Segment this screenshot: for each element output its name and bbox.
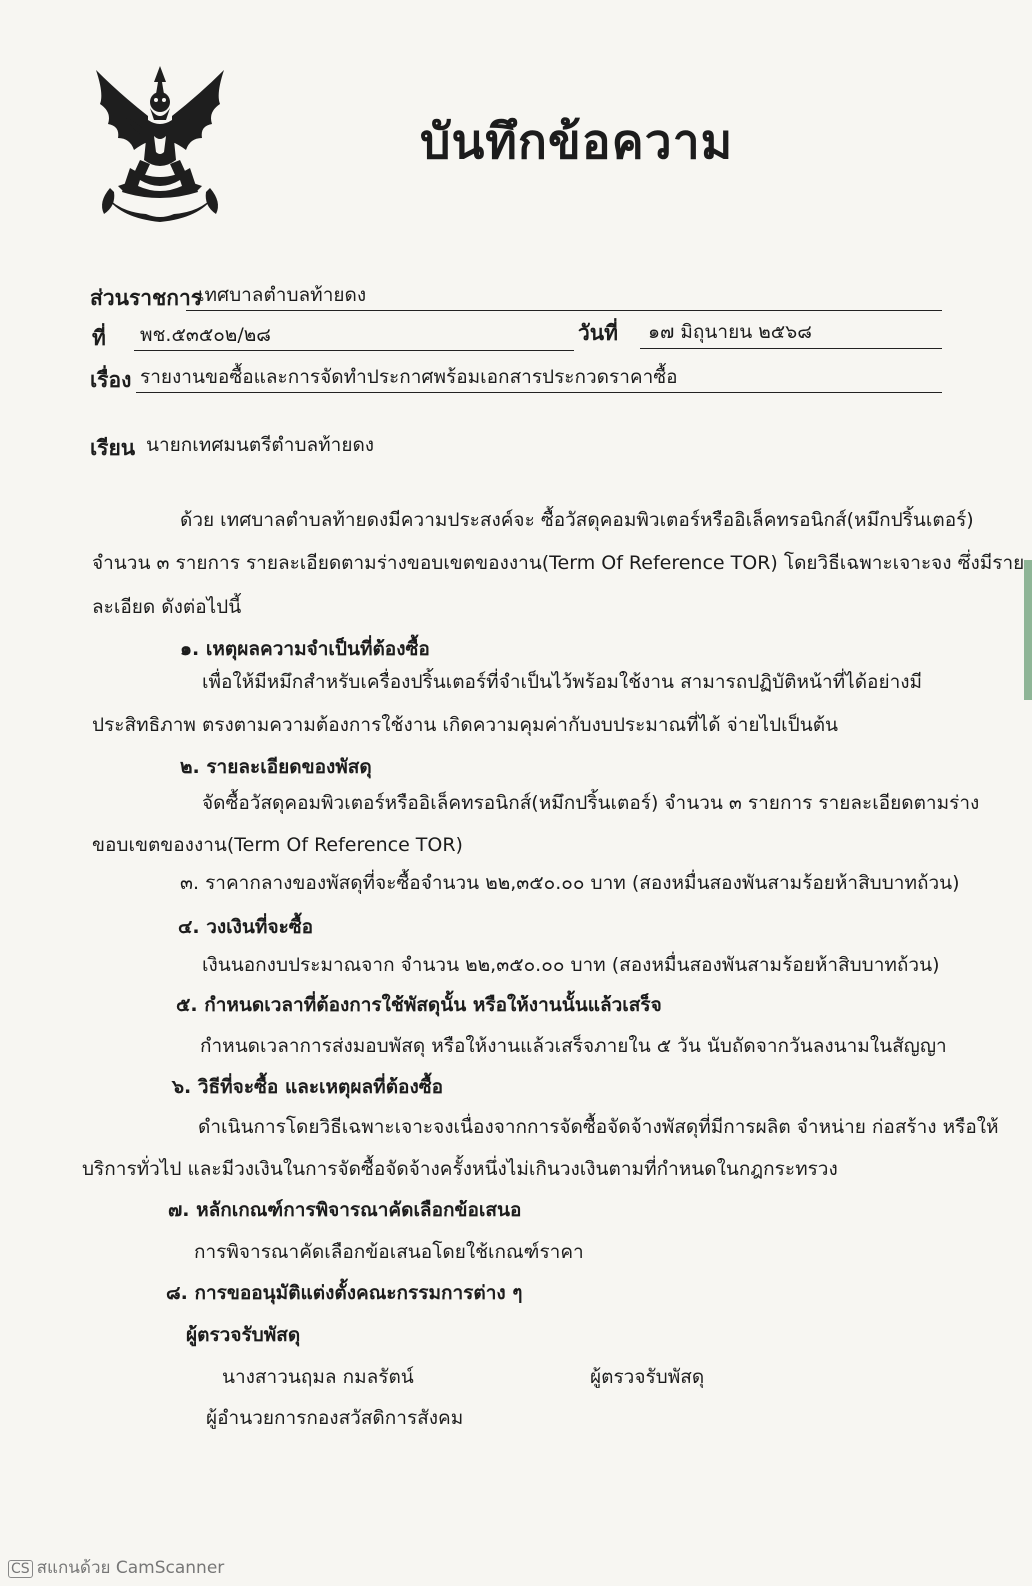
section-5-line-1: กำหนดเวลาการส่งมอบพัสดุ หรือให้งานแล้วเสร็จภายใน ๕ วัน นับถัดจากวันลงนามในสัญญา bbox=[200, 1035, 947, 1057]
department-value: เทศบาลตำบลท้ายดง bbox=[198, 284, 367, 306]
department-label: ส่วนราชการ bbox=[90, 286, 203, 310]
section-1-heading: ๑. เหตุผลความจำเป็นที่ต้องซื้อ bbox=[180, 638, 430, 660]
section-3-heading: ๓. ราคากลางของพัสดุที่จะซื้อจำนวน ๒๒,๓๕๐.๐๐ บาท (สองหมื่นสองพันสามร้อยห้าสิบบาทถ้วน) bbox=[180, 872, 960, 894]
section-6-line-2: บริการทั่วไป และมีวงเงินในการจัดซื้อจัดจ้างครั้งหนึ่งไม่เกินวงเงินตามที่กำหนดในกฎกระทรวง bbox=[82, 1158, 838, 1180]
inspector-role: ผู้ตรวจรับพัสดุ bbox=[590, 1366, 705, 1388]
to-label: เรียน bbox=[90, 436, 136, 460]
section-1-line-2: ประสิทธิภาพ ตรงตามความต้องการใช้งาน เกิดความคุมค่ากับงบประมาณที่ได้ จ่ายไปเป็นต้น bbox=[92, 714, 839, 736]
section-5-heading: ๕. กำหนดเวลาที่ต้องการใช้พัสดุนั้น หรือให้งานนั้นแล้วเสร็จ bbox=[176, 994, 662, 1016]
ref-rule bbox=[134, 350, 574, 351]
section-7-line-1: การพิจารณาคัดเลือกข้อเสนอโดยใช้เกณฑ์ราคา bbox=[194, 1241, 584, 1263]
section-2-line-1: จัดซื้อวัสดุคอมพิวเตอร์หรืออิเล็คทรอนิกส์(หมึกปริ้นเตอร์) จำนวน ๓ รายการ รายละเอียดตามร่าง bbox=[202, 792, 980, 814]
camscanner-logo-icon: CS bbox=[8, 1560, 33, 1578]
section-1-line-1: เพื่อให้มีหมึกสำหรับเครื่องปริ้นเตอร์ที่จำเป็นไว้พร้อมใช้งาน สามารถปฏิบัติหน้าที่ได้อย่างมี bbox=[202, 671, 923, 693]
ref-label: ที่ bbox=[92, 326, 106, 350]
memo-title: บันทึกข้อความ bbox=[420, 114, 734, 170]
department-rule bbox=[186, 310, 942, 311]
date-value: ๑๗ มิถุนายน ๒๕๖๘ bbox=[648, 321, 812, 343]
section-8-subheading: ผู้ตรวจรับพัสดุ bbox=[186, 1324, 301, 1346]
section-6-line-1: ดำเนินการโดยวิธีเฉพาะเจาะจงเนื่องจากการจัดซื้อจัดจ้างพัสดุที่มีการผลิต จำหน่าย ก่อสร้าง หรือให้ bbox=[198, 1116, 999, 1138]
section-4-heading: ๔. วงเงินที่จะซื้อ bbox=[178, 916, 314, 938]
section-4-line-1: เงินนอกงบประมาณจาก จำนวน ๒๒,๓๕๐.๐๐ บาท (สองหมื่นสองพันสามร้อยห้าสิบบาทถ้วน) bbox=[202, 954, 940, 976]
scan-edge-strip bbox=[1024, 560, 1032, 700]
subject-label: เรื่อง bbox=[90, 368, 132, 392]
section-6-heading: ๖. วิธีที่จะซื้อ และเหตุผลที่ต้องซื้อ bbox=[172, 1076, 444, 1098]
section-2-line-2: ขอบเขตของงาน(Term Of Reference TOR) bbox=[92, 834, 463, 856]
camscanner-text: สแกนด้วย CamScanner bbox=[36, 1558, 225, 1578]
section-2-heading: ๒. รายละเอียดของพัสดุ bbox=[180, 756, 372, 778]
subject-value: รายงานขอซื้อและการจัดทำประกาศพร้อมเอกสารประกวดราคาซื้อ bbox=[140, 366, 678, 388]
to-value: นายกเทศมนตรีตำบลท้ายดง bbox=[146, 434, 375, 456]
intro-line-2: จำนวน ๓ รายการ รายละเอียดตามร่างขอบเขตของงาน(Term Of Reference TOR) โดยวิธีเฉพาะเจาะจง ซึ่งมีราย bbox=[92, 552, 1025, 574]
intro-line-3: ละเอียด ดังต่อไปนี้ bbox=[92, 596, 242, 618]
inspector-position: ผู้อำนวยการกองสวัสดิการสังคม bbox=[206, 1407, 464, 1429]
intro-line-1: ด้วย เทศบาลตำบลท้ายดงมีความประสงค์จะ ซื้อวัสดุคอมพิวเตอร์หรืออิเล็คทรอนิกส์(หมึกปริ้นเตอร์) bbox=[180, 509, 974, 531]
ref-value: พช.๕๓๕๐๒/๒๘ bbox=[140, 324, 271, 346]
section-8-heading: ๘. การขออนุมัติแต่งตั้งคณะกรรมการต่าง ๆ bbox=[166, 1282, 523, 1304]
date-label: วันที่ bbox=[578, 321, 618, 345]
section-7-heading: ๗. หลักเกณฑ์การพิจารณาคัดเลือกข้อเสนอ bbox=[168, 1199, 522, 1221]
inspector-name: นางสาวนฤมล กมลรัตน์ bbox=[222, 1366, 414, 1388]
date-rule bbox=[640, 348, 942, 349]
subject-rule bbox=[136, 392, 942, 393]
camscanner-footer bbox=[8, 1554, 224, 1581]
garuda-emblem-icon bbox=[90, 64, 230, 222]
